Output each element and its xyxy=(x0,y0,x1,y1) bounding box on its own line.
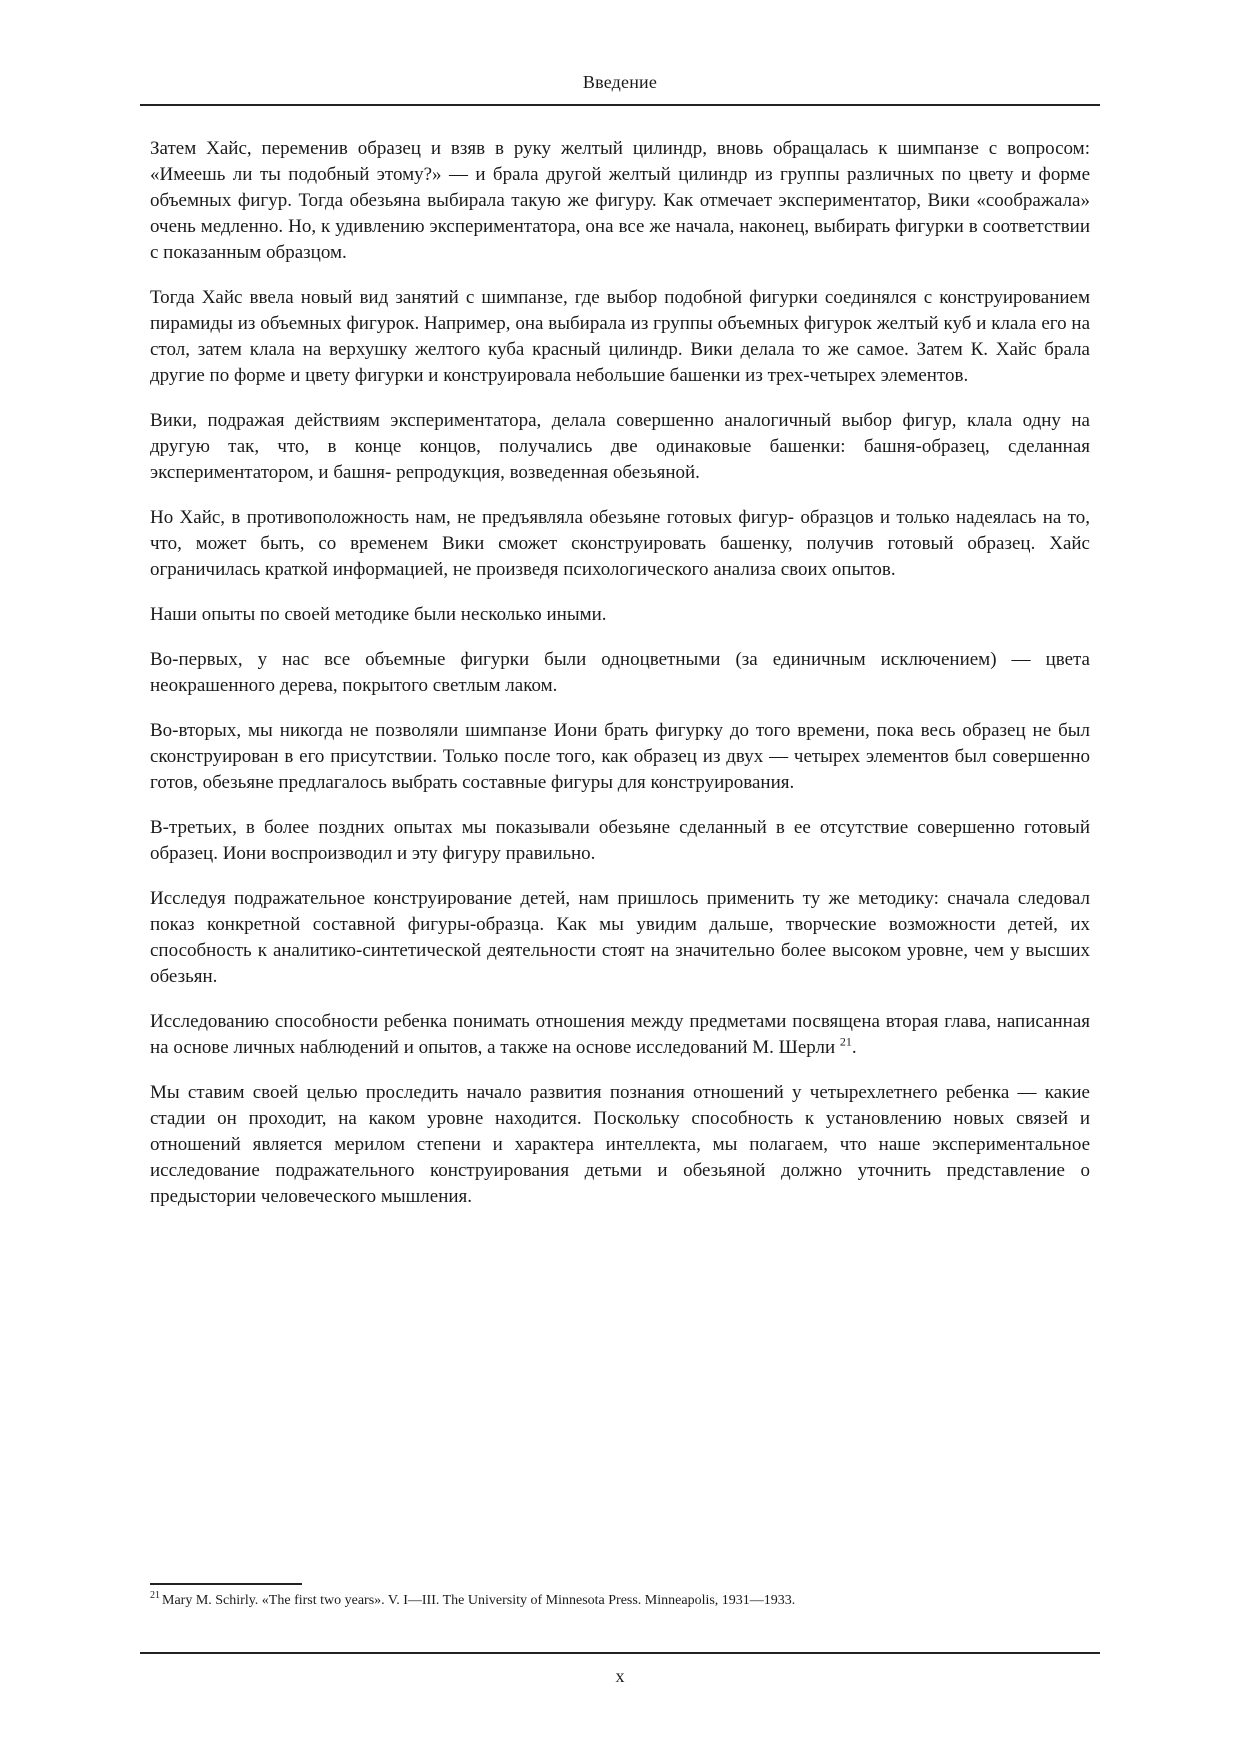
footnote-mark: 21 xyxy=(150,1590,160,1602)
paragraph: Наши опыты по своей методике были несколько иными. xyxy=(150,604,607,625)
paragraph: Во-вторых, мы никогда не позволяли шимпанзе Иони брать фигурку до того времени, пока весь образец не был сконструирован в его присутствии. Только после того, как образец из двух — четырех элементов был совершенно готов, обезьяне предлагалось выбрать составные фигуры для конструирования. xyxy=(150,720,1090,793)
paragraph: Тогда Хайс ввела новый вид занятий с шимпанзе, где выбор подобной фигурки соединялся с конструированием пирамиды из объемных фигурок. Например, она выбирала из группы объемных фигурок желтый куб и клала его на стол, затем клала на верхушку желтого куба красный цилиндр. Вики делала то же самое. Затем К. Хайс брала другие по форме и цвету фигурки и конструировала небольшие башенки из трех-четырех элементов. xyxy=(150,287,1090,386)
paragraph-text: Исследованию способности ребенка понимать отношения между предметами посвящена вторая глава, написанная на основе личных наблюдений и опытов, а также на основе исследований М. Шерли xyxy=(150,1011,1090,1058)
body-text xyxy=(150,136,1090,1229)
paragraph: Во-первых, у нас все объемные фигурки были одноцветными (за единичным исключением) — цвета неокрашенного дерева, покрытого светлым лаком. xyxy=(150,649,1090,696)
footnote-text: Mary M. Schirly. «The first two years». V. I—III. The University of Minnesota Press. Minneapolis, 1931—1933. xyxy=(162,1593,796,1608)
footer-rule xyxy=(140,1652,1100,1654)
paragraph: Затем Хайс, переменив образец и взяв в руку желтый цилиндр, вновь обращалась к шимпанзе с вопросом: «Имеешь ли ты подобный этому?» — и брала другой желтый цилиндр из группы различных по цвету и форме объемных фигур. Тогда обезьяна выбирала такую же фигуру. Как отмечает экспериментатор, Вики «соображала» очень медленно. Но, к удивлению экспериментатора, она все же начала, наконец, выбирать фигурки в соответствии с показанным образцом. xyxy=(150,138,1090,263)
footnote-rule xyxy=(150,1583,302,1585)
paragraph: Мы ставим своей целью проследить начало развития познания отношений у четырехлетнего ребенка — какие стадии он проходит, на каком уровне находится. Поскольку способность к установлению новых связей и отношений является мерилом степени и характера интеллекта, мы полагаем, что наше экспериментальное исследование подражательного конструирования детьми и обезьяной должно уточнить представление о предыстории человеческого мышления. xyxy=(150,1082,1090,1207)
paragraph: В-третьих, в более поздних опытах мы показывали обезьяне сделанный в ее отсутствие совершенно готовый образец. Иони воспроизводил и эту фигуру правильно. xyxy=(150,817,1090,864)
footnote xyxy=(150,1592,1090,1610)
paragraph: Но Хайс, в противоположность нам, не предъявляла обезьяне готовых фигур- образцов и только надеялась на то, что, может быть, со временем Вики сможет сконструировать башенку, получив готовый образец. Хайс ограничилась краткой информацией, не произведя психологического анализа своих опытов. xyxy=(150,507,1090,580)
page-number: x xyxy=(615,1666,625,1686)
footnote-reference[interactable]: 21 xyxy=(839,1034,852,1049)
running-header-title: Введение xyxy=(582,72,658,92)
paragraph-tail: . xyxy=(851,1037,857,1058)
paragraph-with-footnote xyxy=(150,1009,1090,1061)
paragraph: Вики, подражая действиям экспериментатора, делала совершенно аналогичный выбор фигур, клала одну на другую так, что, в конце концов, получались две одинаковые башенки: башня-образец, сделанная экспериментатором, и башня- репродукция, возведенная обезьяной. xyxy=(150,410,1090,483)
header-rule xyxy=(140,104,1100,106)
paragraph: Исследуя подражательное конструирование детей, нам пришлось применить ту же методику: сначала следовал показ конкретной составной фигуры-образца. Как мы увидим дальше, творческие возможности детей, их способность к аналитико-синтетической деятельности стоят на значительно более высоком уровне, чем у высших обезьян. xyxy=(150,888,1090,987)
